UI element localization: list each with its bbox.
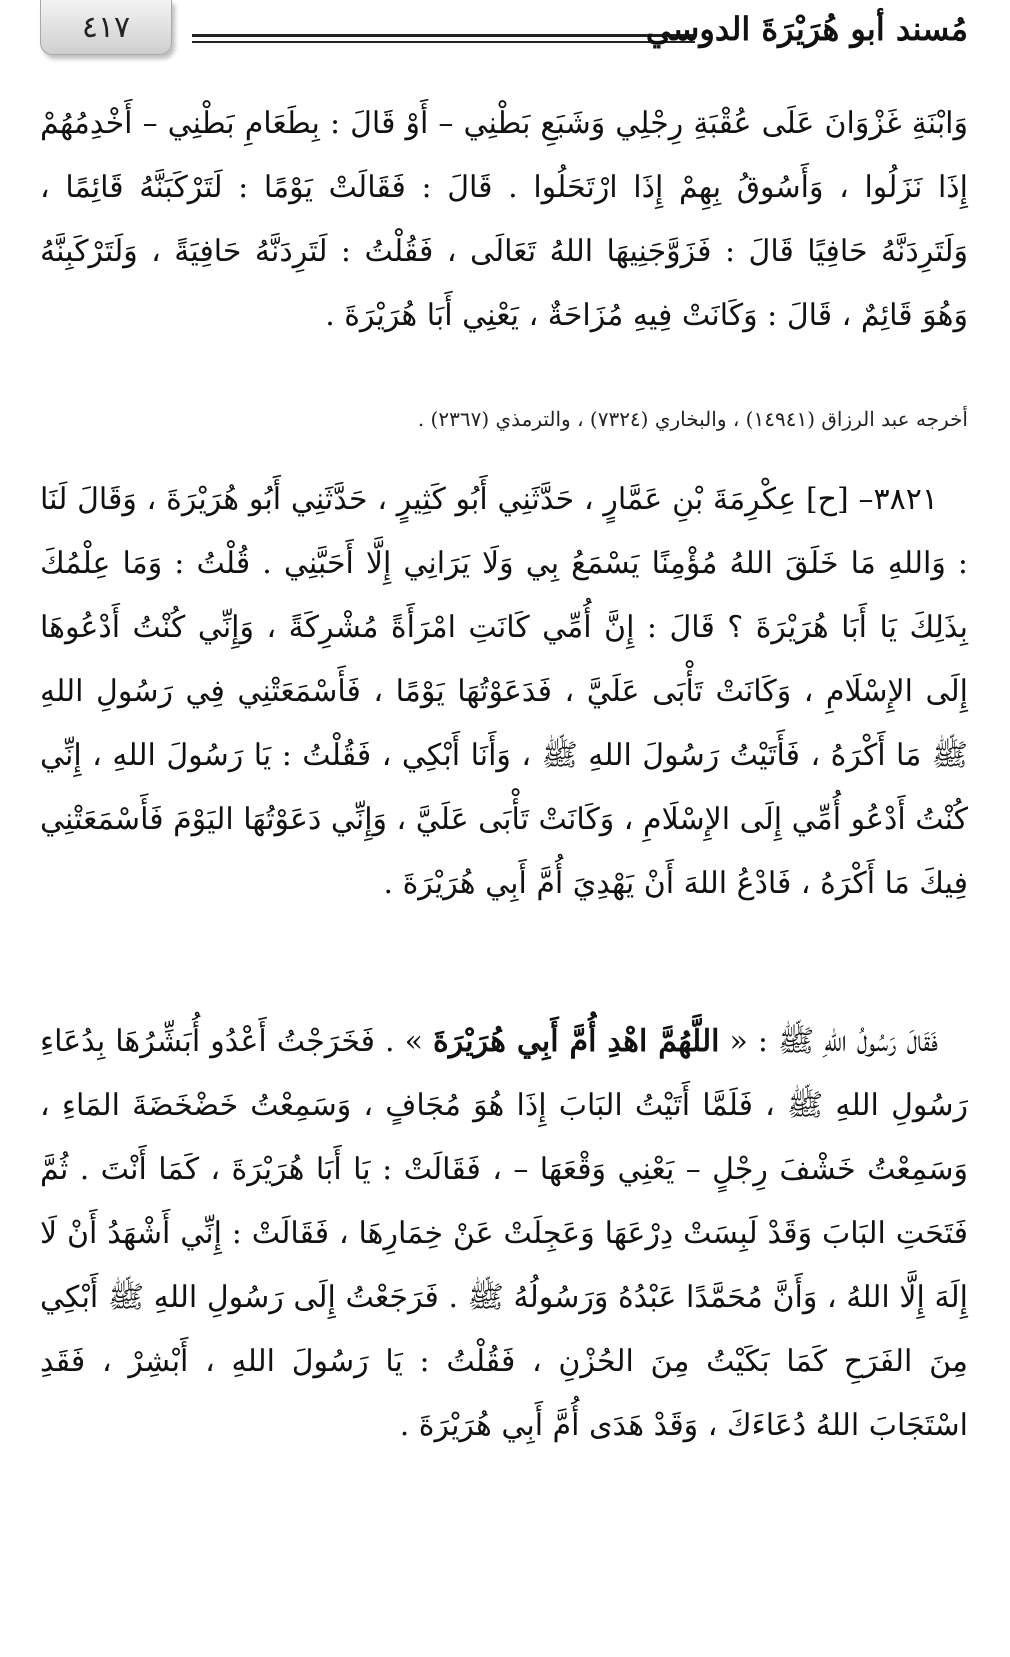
prophetic-supplication-quote: اللَّهُمَّ اهْدِ أُمَّ أَبِي هُرَيْرَةَ xyxy=(433,1024,720,1059)
paragraph-hadith-3821: ٣٨٢١– [ح] عِكْرِمَةَ بْنِ عَمَّارٍ ، حَدَّثَنِي أَبُو كَثِيرٍ ، حَدَّثَنِي أَبُو هُرَيْرَةَ ، وَقَالَ لَنَا : وَاللهِ مَا خَلَقَ اللهُ مُؤْمِنًا يَسْمَعُ بِي وَلَا يَرَانِي إِلَّا أَحَبَّنِي . قُلْتُ : وَمَا عِلْمُكَ بِذَلِكَ يَا أَبَا هُرَيْرَةَ ؟ قَالَ : إِنَّ أُمِّي كَانَتِ امْرَأَةً مُشْرِكَةً ، وَإِنِّي كُنْتُ أَدْعُوهَا إِلَى الإِسْلَامِ ، وَكَانَتْ تَأْبَى عَلَيَّ ، فَدَعَوْتُهَا يَوْمًا ، فَأَسْمَعَتْنِي فِي رَسُولِ اللهِ ﷺ مَا أَكْرَهُ ، فَأَتَيْتُ رَسُولَ اللهِ ﷺ ، وَأَنَا أَبْكِي ، فَقُلْتُ : يَا رَسُولَ اللهِ ، إِنِّي كُنْتُ أَدْعُو أُمِّي إِلَى الإِسْلَامِ ، وَكَانَتْ تَأْبَى عَلَيَّ ، وَإِنِّي دَعَوْتُهَا اليَوْمَ فَأَسْمَعَتْنِي فِيكَ مَا أَكْرَهُ ، فَادْعُ اللهَ أَنْ يَهْدِيَ أُمَّ أَبِي هُرَيْرَةَ . xyxy=(40,482,968,901)
page-number: ٤١٧ xyxy=(40,0,172,55)
paragraph-supplication xyxy=(40,1010,968,1458)
running-title: مُسند أبو هُرَيْرَةَ الدوسي xyxy=(645,10,968,48)
text-block-hadith-3821 xyxy=(40,468,968,916)
footnote-takhrij: أخرجه عبد الرزاق (١٤٩٤١) ، والبخاري (٧٣٢٤) ، والترمذي (٢٣٦٧) . xyxy=(417,407,968,431)
text-block-supplication xyxy=(40,1010,968,1458)
paragraph-continuation: وَابْنَةِ غَزْوَانَ عَلَى عُقْبَةِ رِجْلِي وَشَبَعِ بَطْنِي – أَوْ قَالَ : بِطَعَامِ بَطْنِي – أَخْدِمُهُمْ إِذَا نَزَلُوا ، وَأَسُوقُ بِهِمْ إِذَا ارْتَحَلُوا . قَالَ : فَقَالَتْ يَوْمًا : لَتَرْكَبَنَّهُ قَائِمًا ، وَلَتَرِدَنَّهُ حَافِيًا قَالَ : فَزَوَّجَنِيهَا اللهُ تَعَالَى ، فَقُلْتُ : لَتَرِدَنَّهُ حَافِيَةً ، وَلَتَرْكَبِنَّهُ وَهُوَ قَائِمٌ ، قَالَ : وَكَانَتْ فِيهِ مُزَاحَةٌ ، يَعْنِي أَبَا هُرَيْرَةَ . xyxy=(40,106,968,333)
page-header xyxy=(0,0,1010,70)
header-rule xyxy=(192,34,695,37)
paragraph-text-before: فَقَالَ رَسُولُ اللهِ ﷺ : « xyxy=(719,1024,938,1059)
paragraph-text-after: » . فَخَرَجْتُ أَعْدُو أُبَشِّرُهَا بِدُعَاءِ رَسُولِ اللهِ ﷺ ، فَلَمَّا أَتَيْتُ البَابَ إِذَا هُوَ مُجَافٍ ، وَسَمِعْتُ خَضْخَضَةَ المَاءِ ، وَسَمِعْتُ خَشْفَ رِجْلٍ – يَعْنِي وَقْعَهَا – ، فَقَالَتْ : يَا أَبَا هُرَيْرَةَ ، كَمَا أَنْتَ . ثُمَّ فَتَحَتِ البَابَ وَقَدْ لَبِسَتْ دِرْعَهَا وَعَجِلَتْ عَنْ خِمَارِهَا ، فَقَالَتْ : إِنِّي أَشْهَدُ أَنْ لَا إِلَهَ إِلَّا اللهُ ، وَأَنَّ مُحَمَّدًا عَبْدُهُ وَرَسُولُهُ ﷺ . فَرَجَعْتُ إِلَى رَسُولِ اللهِ ﷺ أَبْكِي مِنَ الفَرَحِ كَمَا بَكَيْتُ مِنَ الحُزْنِ ، فَقُلْتُ : يَا رَسُولَ اللهِ ، أَبْشِرْ ، فَقَدِ اسْتَجَابَ اللهُ دُعَاءَكَ ، وَقَدْ هَدَى أُمَّ أَبِي هُرَيْرَةَ . xyxy=(40,1024,968,1443)
header-rule-thin xyxy=(192,41,695,43)
text-block-continuation xyxy=(40,92,968,348)
